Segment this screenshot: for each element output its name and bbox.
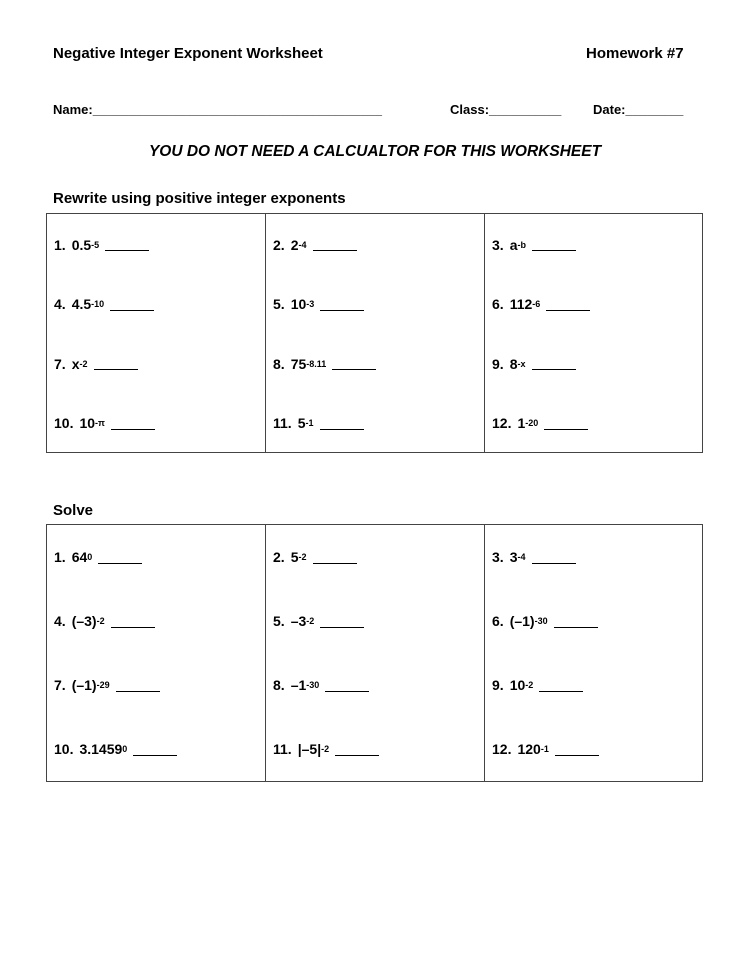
problem-cell: 5. 10 -3 (266, 274, 485, 334)
name-field: Name:________________________________________ (53, 102, 382, 117)
problem-cell: 6. (–1) -30 (485, 589, 702, 653)
answer-blank[interactable] (546, 298, 590, 311)
date-field: Date:________ (593, 102, 684, 117)
problem-base: 75 (290, 355, 307, 372)
problem-base: x (71, 355, 80, 372)
problem-number: 6. (492, 613, 504, 629)
answer-blank[interactable] (110, 298, 154, 311)
problem-cell: 2. 2 -4 (266, 214, 485, 274)
calculator-notice: YOU DO NOT NEED A CALCUALTOR FOR THIS WORKSHEET (148, 143, 602, 160)
problem-number: 7. (54, 677, 66, 693)
problem-base: 64 (71, 549, 88, 565)
problem-base: 120 (517, 741, 541, 757)
problem-cell: 3. 3 -4 (485, 525, 702, 589)
homework-label: Homework #7 (586, 45, 684, 62)
problem-number: 9. (492, 355, 504, 372)
problem-cell: 7. (–1) -29 (47, 653, 266, 717)
problem-number: 1. (54, 236, 66, 253)
problem-cell: 1. 64 0 (47, 525, 266, 589)
answer-blank[interactable] (539, 679, 583, 692)
problem-number: 12. (492, 415, 512, 432)
problem-number: 11. (273, 741, 292, 757)
problem-number: 5. (273, 296, 285, 313)
problem-number: 4. (54, 613, 66, 629)
answer-blank[interactable] (94, 357, 138, 370)
answer-blank[interactable] (111, 615, 155, 628)
answer-blank[interactable] (116, 679, 160, 692)
answer-blank[interactable] (335, 743, 379, 756)
problem-cell: 9. 10 -2 (485, 653, 702, 717)
problem-base: 4.5 (71, 296, 92, 313)
problem-base: |–5| (297, 741, 322, 757)
answer-blank[interactable] (532, 551, 576, 564)
problem-cell: 8. 75 -8.11 (266, 333, 485, 393)
problem-number: 8. (273, 677, 285, 693)
problem-number: 2. (273, 236, 285, 253)
problem-cell: 11. 5 -1 (266, 393, 485, 453)
problem-cell: 10. 3.1459 0 (47, 717, 266, 781)
answer-blank[interactable] (320, 615, 364, 628)
problem-cell: 11. |–5| -2 (266, 717, 485, 781)
problem-base: 10 (79, 415, 96, 432)
class-field: Class:__________ (450, 102, 562, 117)
problem-cell: 10. 10 -π (47, 393, 266, 453)
answer-blank[interactable] (98, 551, 142, 564)
problem-base: (–1) (71, 677, 97, 693)
problem-number: 2. (273, 549, 285, 565)
problem-number: 4. (54, 296, 66, 313)
answer-blank[interactable] (111, 417, 155, 430)
problem-number: 6. (492, 296, 504, 313)
problem-base: a (509, 236, 518, 253)
problem-base: –1 (290, 677, 307, 693)
problem-number: 7. (54, 355, 66, 372)
answer-blank[interactable] (313, 551, 357, 564)
problem-cell: 7. x -2 (47, 333, 266, 393)
problem-base: 112 (509, 296, 533, 313)
problem-base: –3 (290, 613, 307, 629)
problem-number: 9. (492, 677, 504, 693)
problem-base: 2 (290, 236, 299, 253)
problem-number: 1. (54, 549, 66, 565)
problem-base: (–3) (71, 613, 97, 629)
answer-blank[interactable] (320, 298, 364, 311)
problem-cell: 12. 1 -20 (485, 393, 702, 453)
problem-cell: 5. –3 -2 (266, 589, 485, 653)
problem-base: 5 (297, 415, 306, 432)
problem-cell: 6. 112 -6 (485, 274, 702, 334)
problem-base: 0.5 (71, 236, 92, 253)
problem-cell: 9. 8 -x (485, 333, 702, 393)
worksheet-title: Negative Integer Exponent Worksheet (53, 45, 323, 62)
answer-blank[interactable] (133, 743, 177, 756)
problem-base: 5 (290, 549, 299, 565)
problem-base: 10 (290, 296, 307, 313)
problem-base: 1 (517, 415, 526, 432)
problem-cell: 2. 5 -2 (266, 525, 485, 589)
answer-blank[interactable] (105, 238, 149, 251)
problem-base: 10 (509, 677, 526, 693)
problem-number: 10. (54, 741, 74, 757)
answer-blank[interactable] (320, 417, 364, 430)
problem-number: 11. (273, 415, 292, 432)
problem-base: 3.1459 (79, 741, 123, 757)
section-solve-title: Solve (53, 502, 94, 519)
answer-blank[interactable] (555, 743, 599, 756)
problem-cell: 1. 0.5 -5 (47, 214, 266, 274)
answer-blank[interactable] (313, 238, 357, 251)
problem-cell: 12. 120 -1 (485, 717, 702, 781)
problem-cell: 3. a -b (485, 214, 702, 274)
problem-cell: 4. 4.5 -10 (47, 274, 266, 334)
problem-number: 3. (492, 549, 504, 565)
problem-base: 8 (509, 355, 518, 372)
section-rewrite-title: Rewrite using positive integer exponents (53, 190, 346, 207)
answer-blank[interactable] (532, 238, 576, 251)
answer-blank[interactable] (544, 417, 588, 430)
rewrite-problem-grid (46, 213, 703, 453)
problem-number: 3. (492, 236, 504, 253)
answer-blank[interactable] (554, 615, 598, 628)
problem-number: 5. (273, 613, 285, 629)
problem-cell: 4. (–3) -2 (47, 589, 266, 653)
problem-cell: 8. –1 -30 (266, 653, 485, 717)
answer-blank[interactable] (532, 357, 576, 370)
problem-base: 3 (509, 549, 518, 565)
solve-problem-grid (46, 524, 703, 782)
problem-number: 12. (492, 741, 512, 757)
answer-blank[interactable] (325, 679, 369, 692)
problem-number: 10. (54, 415, 74, 432)
problem-number: 8. (273, 355, 285, 372)
answer-blank[interactable] (332, 357, 376, 370)
problem-base: (–1) (509, 613, 535, 629)
